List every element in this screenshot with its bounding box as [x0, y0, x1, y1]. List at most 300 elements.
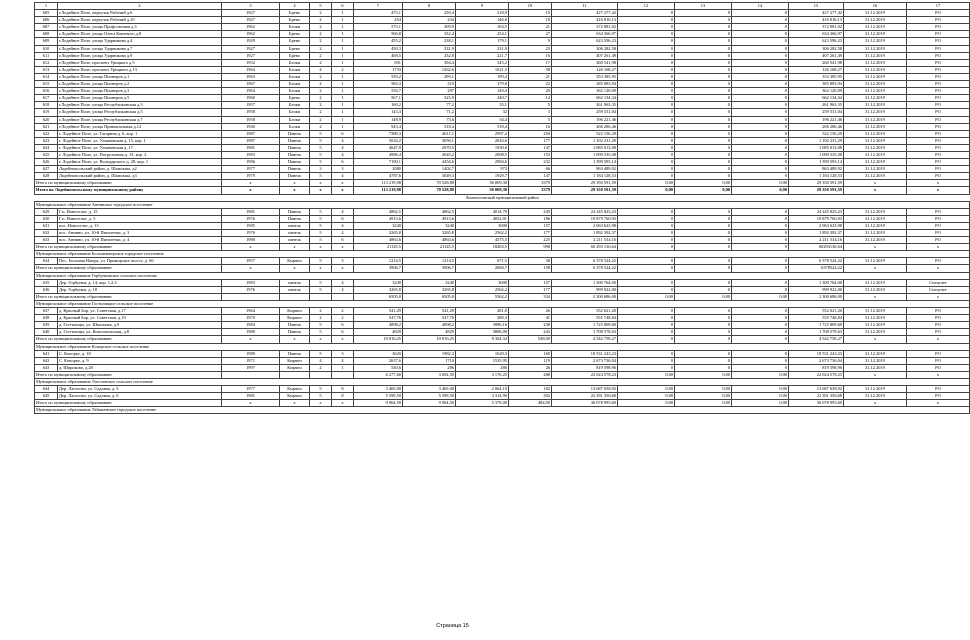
table-cell: 3	[332, 258, 354, 265]
table-cell: 1982,3	[403, 350, 456, 357]
table-cell: 353 385,95	[552, 73, 618, 80]
table-cell: 238	[509, 322, 552, 329]
table-cell: РО	[907, 230, 970, 237]
table-cell: г. Лодейное Поле, ул. Гагарина д. 6, кор. 1	[58, 130, 222, 137]
table-cell: 31.12.2019	[844, 308, 907, 315]
table-cell: x	[222, 400, 280, 407]
table-cell: 2	[310, 45, 332, 52]
table-cell: 611	[35, 52, 58, 59]
table-cell: 2	[332, 66, 354, 73]
table-cell: 5 379,00	[456, 400, 509, 407]
table-cell: Лодейнопольский район, д. Шамокша, д2	[58, 166, 222, 173]
table-cell: РО	[907, 17, 970, 24]
table-cell	[310, 371, 332, 378]
table-cell: 2562,2	[456, 286, 509, 293]
table-cell: 0	[675, 364, 732, 371]
table-cell: 5	[310, 137, 332, 144]
table-cell: 66	[509, 166, 552, 173]
table-cell: 4862,5	[403, 208, 456, 215]
table-cell: Спецсчет	[907, 279, 970, 286]
table-cell: 0	[675, 329, 732, 336]
table-cell: 1989	[222, 350, 280, 357]
table-cell: 0	[618, 109, 675, 116]
table-cell: 0,00	[675, 371, 732, 378]
table-cell: 0	[675, 130, 732, 137]
table-cell: РО	[907, 52, 970, 59]
table-cell: 0,00	[732, 180, 789, 187]
table-cell: 6 277,60	[354, 371, 403, 378]
table-cell: 999 922,00	[789, 286, 844, 293]
table-cell: 0,00	[732, 187, 789, 194]
table-cell: 2 300 686,00	[789, 293, 844, 300]
table-cell: 310	[403, 81, 456, 88]
table-cell: 126 168,27	[552, 66, 618, 73]
table-cell: 250,4	[403, 10, 456, 17]
table-cell: 2984,6	[456, 159, 509, 166]
table-cell: 17	[509, 59, 552, 66]
table-cell: 0,00	[618, 386, 675, 393]
table-cell: 1983	[222, 279, 280, 286]
table-cell: 31.12.2019	[844, 315, 907, 322]
table-cell: 475,1	[354, 10, 403, 17]
table-cell: 1	[332, 116, 354, 123]
table-cell: 1 399 593,14	[789, 159, 844, 166]
table-cell: 0	[732, 222, 789, 229]
table-cell: 332,4	[403, 31, 456, 38]
table-row	[35, 208, 970, 215]
table-cell: 0	[618, 95, 675, 102]
table-cell: Пос. Большая Ижора, ул. Приморское шоссе, д. 66	[58, 258, 222, 265]
table-cell: 0	[618, 350, 675, 357]
table-cell: 0	[618, 244, 675, 251]
table-cell: 0	[732, 52, 789, 59]
table-cell: Панель	[280, 215, 310, 222]
table-row	[35, 52, 970, 59]
table-cell: x	[844, 400, 907, 407]
table-cell: РО	[907, 237, 970, 244]
table-cell: 630	[35, 215, 58, 222]
table-cell: 2	[58, 3, 222, 10]
table-cell: Итого по муниципальному образованию	[35, 293, 222, 300]
table-cell: 77,2	[403, 102, 456, 109]
table-cell: 615	[35, 81, 58, 88]
table-cell: 29 350 591,59	[789, 187, 844, 194]
table-cell: 0	[732, 336, 789, 343]
table-cell: 3906,7	[354, 265, 403, 272]
table-cell: 11	[552, 3, 618, 10]
table-cell: 3906,7	[403, 265, 456, 272]
table-cell	[222, 293, 280, 300]
table-cell: 4	[332, 230, 354, 237]
table-cell: 0	[675, 38, 732, 45]
table-cell: Брево	[280, 31, 310, 38]
table-cell: 0	[618, 265, 675, 272]
table-cell: 31.12.2019	[844, 215, 907, 222]
table-cell: 31.12.2019	[844, 322, 907, 329]
table-cell: 2997,2	[456, 130, 509, 137]
table-cell: 164,5	[456, 24, 509, 31]
table-cell: 2	[310, 364, 332, 371]
table-cell: 0	[732, 31, 789, 38]
table-cell: 0	[675, 59, 732, 66]
table-cell: 635	[35, 279, 58, 286]
table-cell: 31.12.2019	[844, 222, 907, 229]
table-cell: Блоки	[280, 81, 310, 88]
table-cell: 7380,3	[354, 130, 403, 137]
table-cell: 259 531,04	[789, 109, 844, 116]
table-cell: панель	[280, 222, 310, 229]
table-row	[35, 45, 970, 52]
table-cell: 4898,2	[403, 322, 456, 329]
table-cell: Блоки	[280, 123, 310, 130]
table-cell: 4	[332, 173, 354, 180]
table-cell: РО	[907, 322, 970, 329]
table-cell: 36 078 995,60	[552, 400, 618, 407]
table-cell: 9	[456, 3, 509, 10]
table-cell: г.Лодейное Поле, улица Ударникова д.9	[58, 52, 222, 59]
table-cell: 186	[509, 215, 552, 222]
table-cell: 6	[332, 159, 354, 166]
table-cell: 1960	[222, 95, 280, 102]
column-number-row	[35, 3, 970, 10]
table-cell: 31.12.2019	[844, 279, 907, 286]
table-cell: 3 176,25	[456, 371, 509, 378]
table-cell: 5	[310, 322, 332, 329]
table-cell	[332, 293, 354, 300]
table-cell: x	[332, 180, 354, 187]
table-cell: 0,00	[675, 187, 732, 194]
table-cell: РО	[907, 38, 970, 45]
table-cell: С. Копорье, д. 18	[58, 350, 222, 357]
table-cell: 1985	[222, 222, 280, 229]
table-cell: 644	[35, 386, 58, 393]
table-cell: 1952	[222, 59, 280, 66]
table-cell: 1 102 231,29	[552, 137, 618, 144]
table-cell: 31.12.2019	[844, 258, 907, 265]
table-cell: 1	[332, 10, 354, 17]
table-cell: 0	[732, 45, 789, 52]
table-cell: 0	[732, 286, 789, 293]
table-cell: 1 090 535,08	[552, 151, 618, 158]
table-cell: 0	[618, 31, 675, 38]
table-cell: 0	[675, 17, 732, 24]
table-cell: 662 134,34	[552, 95, 618, 102]
table-cell: x	[310, 400, 332, 407]
table-cell: 250	[509, 130, 552, 137]
table-cell: Блоки	[280, 24, 310, 31]
table-cell: 0	[732, 24, 789, 31]
table-cell: 1 892 392,37	[552, 230, 618, 237]
table-row	[35, 24, 970, 31]
table-cell: г.Лодейное Поле, улица Ударникова д.4	[58, 38, 222, 45]
table-cell: 1	[332, 17, 354, 24]
table-cell: x	[844, 265, 907, 272]
table-cell: 1733	[354, 66, 403, 73]
table-cell: 0	[618, 329, 675, 336]
table-cell: 5	[310, 130, 332, 137]
table-row	[35, 279, 970, 286]
table-row	[35, 329, 970, 336]
table-cell: 0,00	[618, 293, 675, 300]
table-cell: 607	[35, 24, 58, 31]
subtotal-row	[35, 265, 970, 272]
table-cell: д. Гостилицы, ул. Школьная, д.9	[58, 322, 222, 329]
table-cell: 0	[732, 208, 789, 215]
table-cell: Спецсчет	[907, 286, 970, 293]
table-cell: 21145,5	[354, 244, 403, 251]
table-cell: 288	[509, 371, 552, 378]
table-cell: 1987	[222, 130, 280, 137]
table-cell: x	[222, 180, 280, 187]
table-cell: 633	[35, 237, 58, 244]
table-cell: 4 542 758,27	[789, 336, 844, 343]
table-cell: 6	[332, 329, 354, 336]
table-cell: 3	[222, 3, 280, 10]
table-cell: РО	[907, 393, 970, 400]
table-cell: 1535,95	[456, 357, 509, 364]
table-cell: 634	[35, 258, 58, 265]
table-cell: Лодейнопольский район, д. Шамокша, д3	[58, 173, 222, 180]
table-cell: 5	[310, 173, 332, 180]
table-cell: 0	[675, 109, 732, 116]
table-cell: 4454,6	[403, 159, 456, 166]
table-cell: 1940	[222, 123, 280, 130]
table-cell: Брево	[280, 45, 310, 52]
table-cell: x	[310, 265, 332, 272]
table-cell: 1	[332, 73, 354, 80]
table-cell: 147	[509, 144, 552, 151]
table-cell: РО	[907, 222, 970, 229]
table-cell: РО	[907, 116, 970, 123]
table-cell: 0	[732, 81, 789, 88]
table-cell: 2080	[354, 166, 403, 173]
table-cell: 286	[403, 364, 456, 371]
table-cell: 1970	[222, 315, 280, 322]
table-cell: 345,2	[456, 59, 509, 66]
table-cell: 566,8	[354, 31, 403, 38]
table-cell: 35,1	[456, 102, 509, 109]
table-cell: 29 350 591,59	[552, 187, 618, 194]
table-row	[35, 95, 970, 102]
table-cell: 31.12.2019	[844, 38, 907, 45]
table-cell: д. Широково, д.20	[58, 364, 222, 371]
table-cell: 618	[35, 102, 58, 109]
table-cell: 2657,6	[354, 357, 403, 364]
table-cell: 18204,5	[456, 244, 509, 251]
table-cell: 0,00	[732, 371, 789, 378]
table-cell: Панель	[280, 130, 310, 137]
table-cell: 1 085 013,08	[789, 144, 844, 151]
table-cell: 31.12.2019	[844, 102, 907, 109]
table-cell: 3000	[456, 279, 509, 286]
table-cell: 640	[35, 329, 58, 336]
table-cell: 0	[675, 144, 732, 151]
table-cell: 31.12.2019	[844, 24, 907, 31]
table-cell: 385 883,94	[552, 81, 618, 88]
table-cell: 4913,6	[354, 215, 403, 222]
table-cell: 0	[675, 137, 732, 144]
table-cell: 0	[675, 88, 732, 95]
table-cell: 0	[732, 166, 789, 173]
table-cell: 22	[509, 81, 552, 88]
table-cell: 302	[509, 393, 552, 400]
table-cell: 1997	[222, 364, 280, 371]
table-cell: РО	[907, 59, 970, 66]
table-cell: 1976	[222, 286, 280, 293]
table-cell: 325,9	[403, 95, 456, 102]
section-header-row	[35, 378, 970, 385]
table-cell: 0	[675, 73, 732, 80]
table-cell: 4	[332, 222, 354, 229]
table-cell: 1021,5	[456, 66, 509, 73]
table-cell: 158	[509, 265, 552, 272]
table-cell: 7190,1	[354, 159, 403, 166]
table-cell: 306 282,58	[789, 45, 844, 52]
table-cell: Итого по муниципальному образованию	[35, 265, 222, 272]
table-cell: Ломоносовский муниципальный район	[465, 194, 539, 200]
table-cell: 218,9	[456, 10, 509, 17]
table-cell: Дер. Лаголово, ул. Садовая, д. 5	[58, 386, 222, 393]
table-cell: РО	[907, 329, 970, 336]
table-cell: 4	[280, 3, 310, 10]
table-cell: 3265,8	[354, 286, 403, 293]
table-cell: 3 314,90	[456, 393, 509, 400]
table-cell: x	[280, 265, 310, 272]
table-cell: 5	[310, 230, 332, 237]
table-cell: 819 598,96	[552, 364, 618, 371]
table-cell: 13 687 638,92	[789, 386, 844, 393]
table-cell: 642	[35, 357, 58, 364]
table-cell: 13 687 638,92	[552, 386, 618, 393]
table-cell: 427 277,42	[552, 10, 618, 17]
table-cell: РО	[907, 31, 970, 38]
table-cell: 231,9	[403, 45, 456, 52]
table-cell: 0	[732, 322, 789, 329]
table-cell: x	[222, 265, 280, 272]
table-cell: 0	[675, 52, 732, 59]
table-cell: x	[907, 400, 970, 407]
table-cell: 1 708 578,63	[552, 329, 618, 336]
table-cell: 0	[618, 315, 675, 322]
table-cell: 0	[732, 350, 789, 357]
table-cell: 567,1	[354, 95, 403, 102]
table-cell: 385 883,94	[789, 81, 844, 88]
table-cell: 1927	[222, 10, 280, 17]
table-cell: 1 892 392,37	[789, 230, 844, 237]
table-cell: 309,9	[403, 24, 456, 31]
table-cell: 1958	[222, 109, 280, 116]
table-cell: 4863,6	[354, 237, 403, 244]
table-cell: 182	[509, 386, 552, 393]
table-cell: 19 879 760,93	[789, 215, 844, 222]
table-cell: 2970,5	[403, 144, 456, 151]
table-cell: 21	[509, 24, 552, 31]
table-cell: 1	[332, 24, 354, 31]
table-cell: 280,3	[456, 315, 509, 322]
table-cell: 0	[675, 81, 732, 88]
table-cell: x	[280, 180, 310, 187]
table-cell: панель	[280, 279, 310, 286]
table-cell: 14	[509, 95, 552, 102]
table-cell: x	[844, 187, 907, 194]
table-cell: 6	[332, 130, 354, 137]
table-row	[35, 357, 970, 364]
table-cell: Панель	[280, 173, 310, 180]
table-cell: 160,2	[354, 102, 403, 109]
table-cell: 6	[332, 3, 354, 10]
table-cell: 4863,6	[403, 237, 456, 244]
table-cell: 4	[332, 286, 354, 293]
table-cell: 179,8	[456, 81, 509, 88]
table-cell: 31.12.2019	[844, 116, 907, 123]
table-cell: 639	[35, 322, 58, 329]
table-cell: РО	[907, 166, 970, 173]
table-cell: 0	[732, 265, 789, 272]
table-cell: 623 596,23	[552, 38, 618, 45]
table-cell: 146,6	[456, 17, 509, 24]
table-cell: 5	[310, 237, 332, 244]
section-header-row	[35, 343, 970, 350]
table-cell: 1964	[222, 66, 280, 73]
table-cell: 31.12.2019	[844, 329, 907, 336]
table-cell: 31.12.2019	[844, 286, 907, 293]
table-cell: 3	[509, 109, 552, 116]
table-cell: 0	[675, 357, 732, 364]
table-cell: 1980	[222, 329, 280, 336]
table-cell: 407 261,49	[552, 52, 618, 59]
table-cell: 221,7	[456, 52, 509, 59]
table-cell: 30	[509, 258, 552, 265]
table-cell: 2 211 534,16	[552, 237, 618, 244]
table-cell: Муниципальное образование Горбунковское сельское поселение	[35, 272, 970, 279]
table-cell: 3996,16	[456, 322, 509, 329]
table-cell: 6378524,22	[789, 265, 844, 272]
table-cell: 1976	[222, 230, 280, 237]
table-cell: 0	[732, 38, 789, 45]
table-cell: 0	[618, 59, 675, 66]
table-cell: 3049,3	[403, 173, 456, 180]
table-cell: 0,00	[675, 400, 732, 407]
table-cell: 0	[732, 173, 789, 180]
table-cell: 4829	[354, 329, 403, 336]
table-cell: 169	[509, 350, 552, 357]
table-cell: 225	[509, 237, 552, 244]
table-cell: 416 816,13	[789, 17, 844, 24]
table-cell: 0	[618, 73, 675, 80]
district-title-row	[35, 194, 970, 201]
table-cell: РО	[907, 151, 970, 158]
table-cell: Дер. Лаголово, ул. Садовая, д. 6	[58, 393, 222, 400]
table-cell: д. Красный Бор, ул. Советская, д.19	[58, 315, 222, 322]
table-cell: 0	[675, 222, 732, 229]
table-row	[35, 59, 970, 66]
table-cell: 4913,6	[403, 215, 456, 222]
table-cell: 29 350 591,59	[552, 180, 618, 187]
page-number: Страница 15	[436, 623, 469, 629]
table-cell: 31.12.2019	[844, 357, 907, 364]
table-cell: 22 024 578,23	[789, 371, 844, 378]
table-cell: 1977	[222, 386, 280, 393]
table-cell: 0	[675, 45, 732, 52]
table-cell: 148,9	[354, 116, 403, 123]
table-cell: 0	[732, 308, 789, 315]
table-cell: 1710	[403, 357, 456, 364]
table-row	[35, 66, 970, 73]
table-cell: 31.12.2019	[844, 208, 907, 215]
table-cell: 31.12.2019	[844, 109, 907, 116]
table-cell: 0	[732, 258, 789, 265]
table-cell: 0	[675, 215, 732, 222]
